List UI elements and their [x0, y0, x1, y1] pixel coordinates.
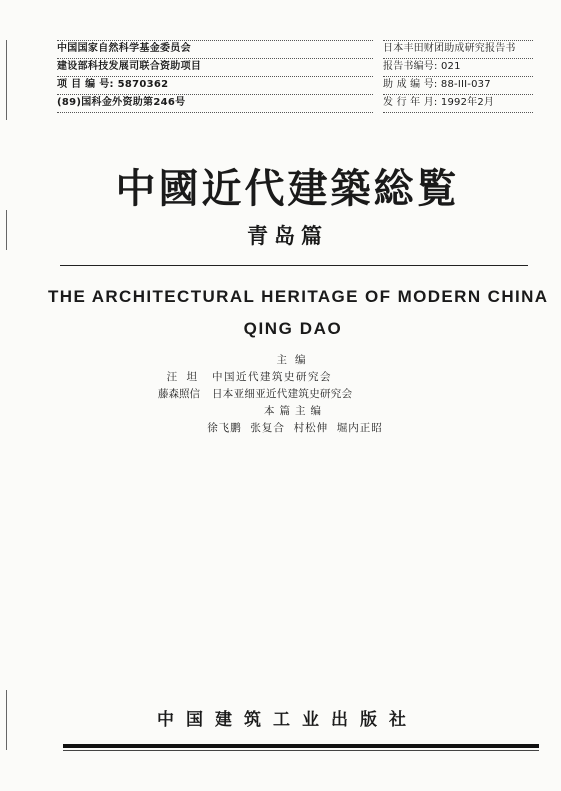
editor-name: 藤森照信: [158, 388, 200, 400]
editor-organization: 日本亚细亚近代建筑史研究会: [212, 388, 353, 400]
publisher-name: 中国建筑工业出版社: [157, 710, 418, 730]
volume-title-chinese: 青岛篇: [247, 224, 328, 248]
book-title-english: THE ARCHITECTURAL HERITAGE OF MODERN CHINA: [48, 287, 549, 306]
funding-line: 建设部科技发展司联合资助项目: [57, 59, 373, 77]
title-divider: [60, 265, 528, 266]
footer-rule: [63, 744, 539, 748]
report-info-block: [383, 40, 533, 113]
editor-name: 汪 坦: [166, 371, 200, 383]
book-title-chinese: 中國近代建築総覧: [115, 165, 460, 212]
funding-info-block: [57, 40, 373, 113]
project-number: 项 目 编 号: 5870362: [57, 77, 373, 95]
publish-date: 发 行 年 月: 1992年2月: [383, 95, 533, 113]
funding-line: 中国国家自然科学基金委员会: [57, 40, 373, 59]
grant-code: 助 成 编 号: 88-III-037: [383, 77, 533, 95]
grant-number: (89)国科金外资助第246号: [57, 95, 373, 113]
footer-rule-thin: [63, 750, 539, 751]
scan-edge-mark: [6, 690, 7, 750]
editors-block: [150, 352, 440, 437]
scan-edge-mark: [6, 40, 7, 120]
volume-editor-label: 本篇主编: [264, 405, 326, 417]
report-line: 日本丰田财团助成研究报告书: [383, 40, 533, 59]
editor-row: [150, 369, 440, 386]
chief-editor-label: 主编: [276, 354, 314, 366]
volume-title-english: QING DAO: [243, 319, 343, 338]
report-number: 报告书编号: 021: [383, 59, 533, 77]
scan-edge-mark: [6, 210, 7, 250]
volume-editor-names: 徐飞鹏 张复合 村松伸 堀内正昭: [207, 422, 383, 434]
editor-row: [150, 386, 440, 403]
editor-organization: 中国近代建筑史研究会: [212, 371, 332, 383]
